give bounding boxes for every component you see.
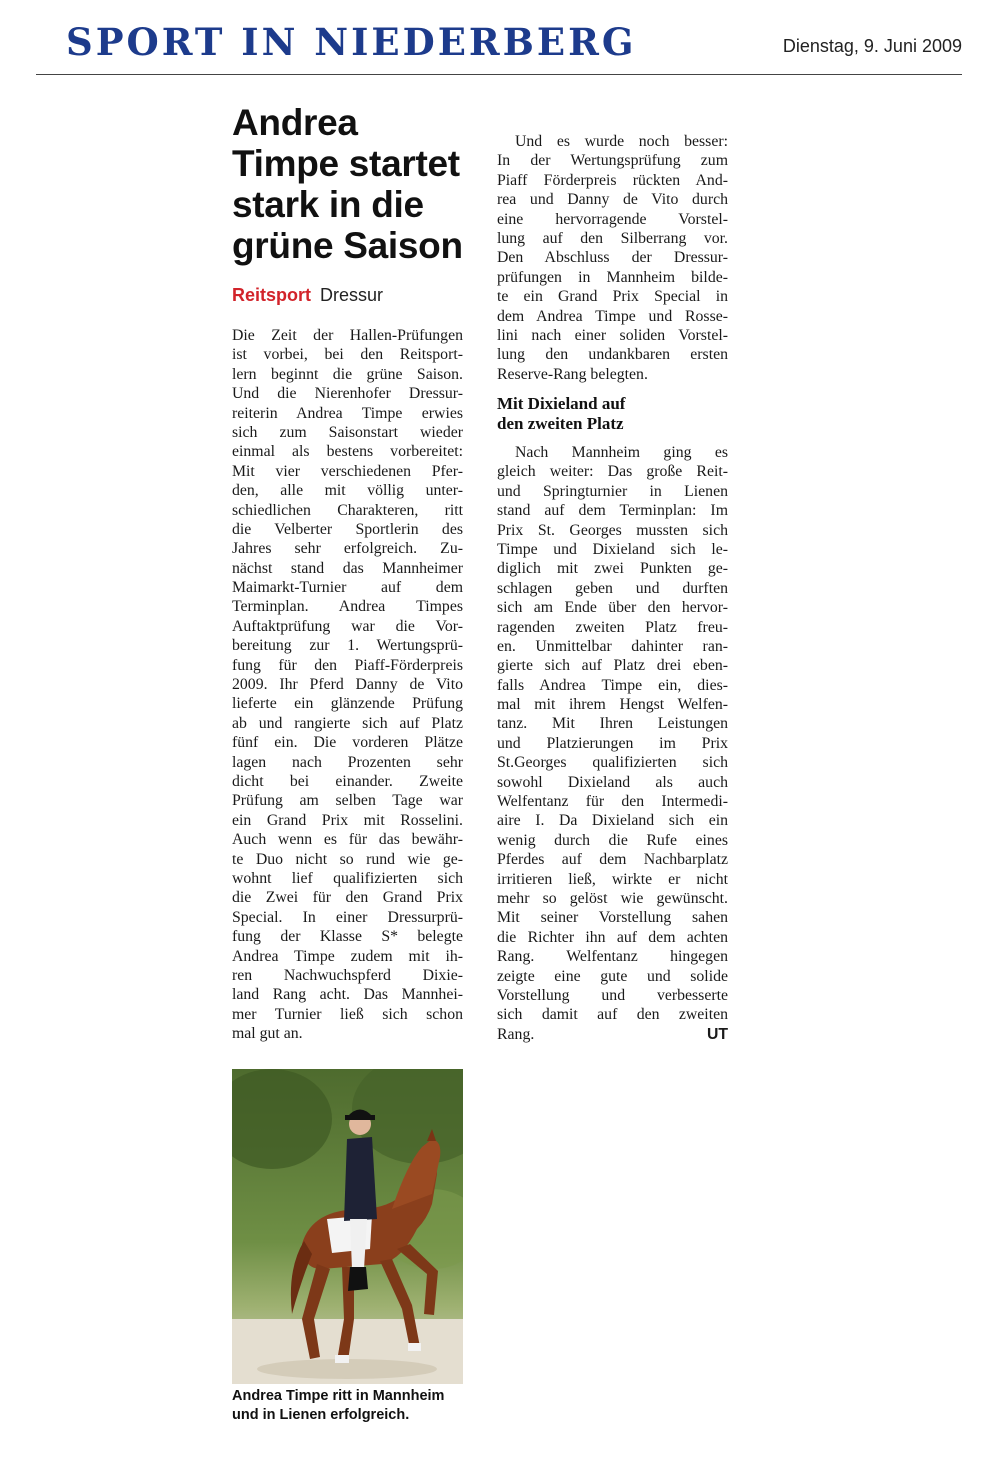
- text-line: Und es wurde noch besser:: [515, 133, 728, 150]
- text-line: rea und Danny de Vito durch: [497, 191, 728, 209]
- header-rule: [36, 74, 962, 75]
- article-subheading: [497, 394, 728, 434]
- headline-line: Timpe startet: [232, 143, 460, 184]
- photo-caption: [232, 1387, 472, 1425]
- text-line: und Platzierungen im Prix: [497, 734, 728, 752]
- headline-line: grüne Saison: [232, 225, 463, 266]
- text-line: Auftaktprüfung war die Vor-: [232, 617, 463, 635]
- text-line: Welfentanz für den Intermedi-: [497, 793, 728, 811]
- text-line: schlagen geben und durften: [497, 579, 728, 597]
- headline-line: stark in die: [232, 184, 424, 225]
- issue-date: Dienstag, 9. Juni 2009: [782, 36, 962, 56]
- text-line: sich am Ende über den hervor-: [497, 599, 728, 617]
- text-line: prüfungen in Mannheim bilde-: [497, 268, 728, 286]
- text-line: fung der Klasse S* belegte: [232, 928, 463, 946]
- text-line: Special. In einer Dressurprü-: [232, 908, 463, 926]
- text-line: fung für den Piaff-Förderpreis: [232, 656, 463, 674]
- text-line: Vorstellung und verbesserte: [497, 986, 728, 1004]
- text-line: ren Nachwuchspferd Dixie-: [232, 966, 463, 984]
- text-line: sowohl Dixieland als auch: [497, 773, 728, 791]
- text-line: Mit seiner Vorstellung sahen: [497, 909, 728, 927]
- text-line: mal mit ihrem Hengst Welfen-: [497, 696, 728, 714]
- closing-line: [497, 1025, 728, 1044]
- text-line: Jahres sehr erfolgreich. Zu-: [232, 540, 463, 558]
- text-line: ein Grand Prix mit Rosselini.: [232, 811, 463, 829]
- text-line: Rang. Welfentanz hingegen: [497, 948, 728, 966]
- text-line: bereitung zur 1. Wertungsprü-: [232, 637, 463, 655]
- text-line: dem Andrea Timpe und Rosse-: [497, 307, 728, 325]
- text-line: sich zum Saisonstart wieder: [232, 423, 463, 441]
- text-line: die Velberter Sportlerin des: [232, 520, 463, 538]
- text-line: diglich mit zwei Punkten ge-: [497, 560, 728, 578]
- dressage-photo-illustration: [232, 1069, 463, 1384]
- text-line: eine hervorragende Vorstel-: [497, 210, 728, 228]
- text-line: dicht bei einander. Zweite: [232, 772, 463, 790]
- last-line-text: Rang.: [497, 1025, 535, 1043]
- text-line: lieferte ein glänzende Prüfung: [232, 695, 463, 713]
- text-line: Mit vier verschiedenen Pfer-: [232, 462, 463, 480]
- text-line: falls Andrea Timpe ein, dies-: [497, 676, 728, 694]
- text-line: aire I. Da Dixieland sich ein: [497, 812, 728, 830]
- text-line: Pferdes auf dem Nachbarplatz: [497, 851, 728, 869]
- text-line: nächst stand das Mannheimer: [232, 559, 463, 577]
- rubric-section: Dressur: [320, 285, 384, 305]
- text-line: mal gut an.: [232, 1025, 303, 1043]
- subheading-line: Mit Dixieland auf: [497, 394, 626, 413]
- text-line: Und die Nierenhofer Dressur-: [232, 385, 463, 403]
- text-line: lagen nach Prozenten sehr: [232, 753, 463, 771]
- text-line: land Rang acht. Das Mannhei-: [232, 986, 463, 1004]
- text-line: tanz. Mit Ihren Leistungen: [497, 715, 728, 733]
- text-line: irritieren ließ, wirkte er nicht: [497, 870, 728, 888]
- text-line: te Duo nicht so rund wie ge-: [232, 850, 463, 868]
- text-line: wenig durch die Rufe eines: [497, 831, 728, 849]
- masthead-title: SPORT IN NIEDERBERG: [66, 20, 637, 64]
- text-line: fünf ein. Die vorderen Plätze: [232, 734, 463, 752]
- text-line: lini nach einer soliden Vorstel-: [497, 326, 728, 344]
- text-line: lern beginnt die grüne Saison.: [232, 365, 463, 383]
- article-column-2: [497, 132, 728, 384]
- text-line: mer Turnier ließ sich schon: [232, 1005, 463, 1023]
- text-line: Maimarkt-Turnier auf dem: [232, 579, 463, 597]
- text-line: Prix St. Georges mussten sich: [497, 521, 728, 539]
- text-line: ab und rangierte sich auf Platz: [232, 714, 463, 732]
- text-line: Die Zeit der Hallen-Prüfungen: [232, 327, 463, 344]
- text-line: ragenden zweiten Platz freu-: [497, 618, 728, 636]
- headline-line: Andrea: [232, 102, 358, 143]
- text-line: wohnt lief qualifizierten sich: [232, 869, 463, 887]
- text-line: Nach Mannheim ging es: [515, 444, 728, 461]
- text-line: schiedlichen Charakteren, ritt: [232, 501, 463, 519]
- text-line: reiterin Andrea Timpe erwies: [232, 404, 463, 422]
- text-line: In der Wertungsprüfung zum: [497, 152, 728, 170]
- text-line: den, alle mit völlig unter-: [232, 482, 463, 500]
- text-line: en. Unmittelbar dahinter ran-: [497, 637, 728, 655]
- text-line: Piaff Förderpreis rückten And-: [497, 171, 728, 189]
- text-line: gierte sich auf Platz drei eben-: [497, 657, 728, 675]
- caption-line: und in Lienen erfolgreich.: [232, 1407, 410, 1423]
- text-line: te ein Grand Prix Special in: [497, 288, 728, 306]
- text-line: sich damit auf den zweiten: [497, 1006, 728, 1024]
- rider-photo: [232, 1069, 463, 1384]
- text-line: Auch wenn es für das bewähr-: [232, 831, 463, 849]
- text-line: Prüfung am selben Tage war: [232, 792, 463, 810]
- text-line: mehr so gelöst wie gewünscht.: [497, 889, 728, 907]
- text-line: einmal als bestens vorbereitet:: [232, 443, 463, 461]
- text-line: ist vorbei, bei den Reitsport-: [232, 346, 463, 364]
- text-line: Timpe und Dixieland sich le-: [497, 540, 728, 558]
- article-column-1: [232, 326, 463, 1043]
- subheading-line: den zweiten Platz: [497, 414, 624, 433]
- text-line: stand auf dem Terminplan: Im: [497, 502, 728, 520]
- article-column-3: [497, 443, 728, 1044]
- text-line: Andrea Timpe zudem mit ih-: [232, 947, 463, 965]
- author-initials: UT: [706, 1025, 728, 1043]
- text-line: und Springturnier in Lienen: [497, 482, 728, 500]
- text-line: Den Abschluss der Dressur-: [497, 249, 728, 267]
- text-line: zeigte eine gute und solide: [497, 967, 728, 985]
- caption-line: Andrea Timpe ritt in Mannheim: [232, 1388, 445, 1404]
- text-line: die Zwei für den Grand Prix: [232, 889, 463, 907]
- rubric-kicker: Reitsport: [232, 285, 312, 305]
- text-line: gleich weiter: Das große Reit-: [497, 463, 728, 481]
- text-line: Reserve-Rang belegten.: [497, 365, 648, 383]
- text-line: lung auf den Silberrang vor.: [497, 229, 728, 247]
- article-rubric: [232, 285, 383, 306]
- text-line: 2009. Ihr Pferd Danny de Vito: [232, 676, 463, 694]
- text-line: lung den undankbaren ersten: [497, 346, 728, 364]
- text-line: St.Georges qualifizierten sich: [497, 754, 728, 772]
- text-line: Terminplan. Andrea Timpes: [232, 598, 463, 616]
- text-line: die Richter ihn auf dem achten: [497, 928, 728, 946]
- article-headline: [232, 102, 482, 266]
